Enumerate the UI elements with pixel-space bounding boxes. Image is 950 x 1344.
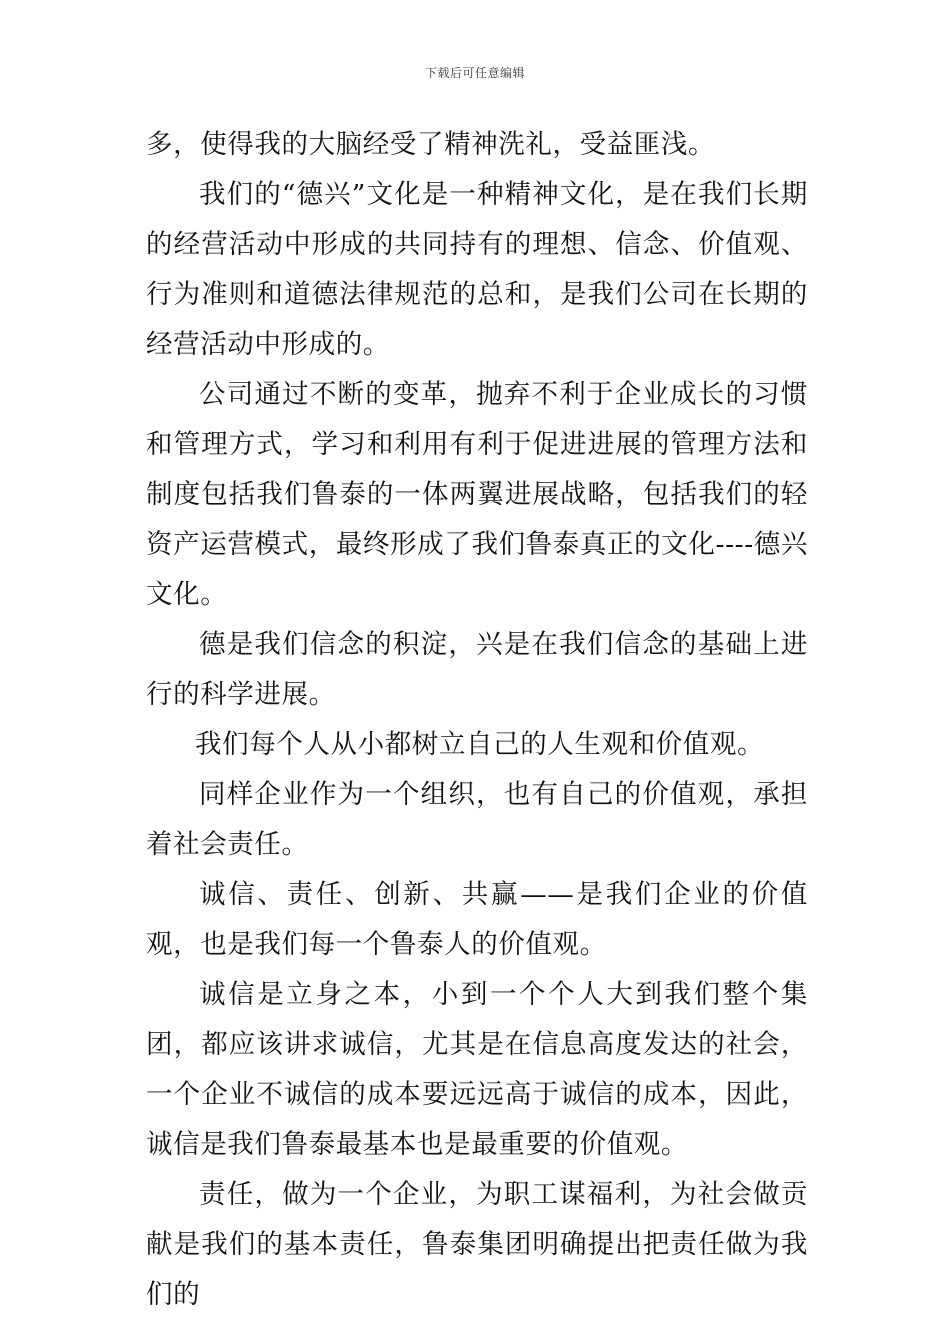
paragraph-integrity: 诚信是立身之本，小到一个个人大到我们整个集团，都应该讲求诚信，尤其是在信息高度发达的社会，一个企业不诚信的成本要远远高于诚信的成本，因此，诚信是我们鲁泰最基本也是最重要的价值观。: [146, 979, 808, 1160]
paragraph-continuation: 多，使得我的大脑经受了精神洗礼，受益匪浅。: [146, 129, 716, 160]
page-header: 下载后可任意编辑: [424, 66, 525, 80]
paragraph-de-xing-meaning: 德是我们信念的积淀，兴是在我们信念的基础上进行的科学进展。: [146, 629, 808, 710]
paragraph-enterprise-values: 同样企业作为一个组织，也有自己的价值观，承担着社会责任。: [146, 779, 808, 860]
paragraph-responsibility: 责任，做为一个企业，为职工谋福利，为社会做贡献是我们的基本责任，鲁泰集团明确提出把责任做为我们的: [146, 1179, 808, 1310]
paragraph-reform: 公司通过不断的变革，抛弃不利于企业成长的习惯和管理方式，学习和利用有利于促进进展的管理方法和制度包括我们鲁泰的一体两翼进展战略，包括我们的轻资产运营模式，最终形成了我们鲁泰真正的文化----德兴文化。: [146, 379, 808, 610]
paragraph-personal-values: 我们每个人从小都树立自己的人生观和价值观。: [195, 729, 765, 760]
paragraph-core-values: 诚信、责任、创新、共赢——是我们企业的价值观，也是我们每一个鲁泰人的价值观。: [146, 879, 808, 960]
document-body: [146, 120, 808, 1320]
paragraph-dexing-culture: 我们的“德兴”文化是一种精神文化，是在我们长期的经营活动中形成的共同持有的理想、信念、价值观、行为准则和道德法律规范的总和，是我们公司在长期的经营活动中形成的。: [146, 179, 808, 360]
